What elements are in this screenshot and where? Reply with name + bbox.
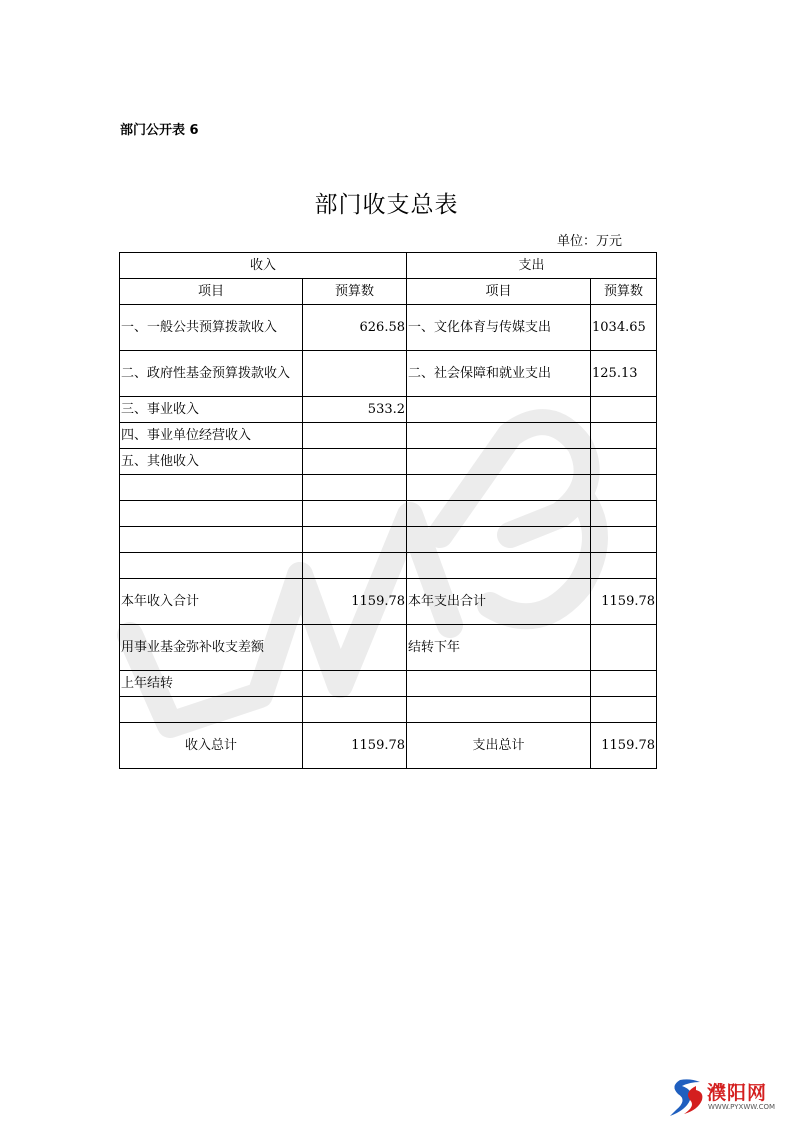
table-row [120,625,657,671]
expense-value [591,449,657,475]
income-item: 四、事业单位经营收入 [120,423,303,449]
table-row [120,553,657,579]
expense-value: 1159.78 [591,579,657,625]
expense-item [407,475,591,501]
income-item: 二、政府性基金预算拨款收入 [120,351,303,397]
income-item: 一、一般公共预算拨款收入 [120,305,303,351]
income-item: 收入总计 [120,723,303,769]
income-value [303,501,407,527]
expense-item [407,397,591,423]
income-item [120,527,303,553]
income-item [120,697,303,723]
expense-item [407,423,591,449]
table-row [120,449,657,475]
income-value [303,697,407,723]
page-title: 部门收支总表 [314,192,459,218]
expense-value [591,625,657,671]
income-item-column-header: 项目 [120,279,303,305]
table-row [120,501,657,527]
expense-item [407,527,591,553]
income-value [303,475,407,501]
income-value: 1159.78 [303,723,407,769]
table-row [120,305,657,351]
expense-budget-column-header: 预算数 [591,279,657,305]
expense-value: 1034.65 [591,305,657,351]
expense-value: 125.13 [591,351,657,397]
expense-value [591,475,657,501]
income-item: 本年收入合计 [120,579,303,625]
income-value: 626.58 [303,305,407,351]
income-item: 三、事业收入 [120,397,303,423]
expense-item: 本年支出合计 [407,579,591,625]
income-value [303,553,407,579]
form-number: 部门公开表 6 [120,123,199,138]
income-budget-column-header: 预算数 [303,279,407,305]
site-name: 濮阳网 [707,1082,768,1104]
expense-item [407,501,591,527]
expense-item [407,553,591,579]
income-item: 上年结转 [120,671,303,697]
income-value: 533.2 [303,397,407,423]
table-row [120,697,657,723]
expense-value [591,527,657,553]
expense-item [407,671,591,697]
expense-item: 结转下年 [407,625,591,671]
income-header: 收入 [120,253,407,279]
expense-value: 1159.78 [591,723,657,769]
table-row [120,423,657,449]
table-column-header-row [120,279,657,305]
budget-summary-table [119,252,657,769]
income-value: 1159.78 [303,579,407,625]
table-row [120,527,657,553]
expense-value [591,423,657,449]
expense-item: 支出总计 [407,723,591,769]
income-value [303,449,407,475]
income-item [120,501,303,527]
table-row [120,397,657,423]
table-row [120,579,657,625]
expense-value [591,397,657,423]
expense-value [591,501,657,527]
income-value [303,351,407,397]
table-row [120,351,657,397]
expense-item: 一、文化体育与传媒支出 [407,305,591,351]
expense-item-column-header: 项目 [407,279,591,305]
expense-item [407,697,591,723]
expense-item [407,449,591,475]
table-row [120,475,657,501]
expense-value [591,671,657,697]
income-item: 用事业基金弥补收支差额 [120,625,303,671]
expense-value [591,697,657,723]
income-item [120,475,303,501]
income-item [120,553,303,579]
income-value [303,671,407,697]
expense-value [591,553,657,579]
income-value [303,423,407,449]
expense-header: 支出 [407,253,657,279]
expense-item: 二、社会保障和就业支出 [407,351,591,397]
table-row [120,671,657,697]
income-item: 五、其他收入 [120,449,303,475]
site-url: WWW.PYXWW.COM [708,1103,776,1111]
income-value [303,625,407,671]
unit-label: 单位：万元 [557,234,623,249]
income-value [303,527,407,553]
table-section-header-row [120,253,657,279]
table-row [120,723,657,769]
